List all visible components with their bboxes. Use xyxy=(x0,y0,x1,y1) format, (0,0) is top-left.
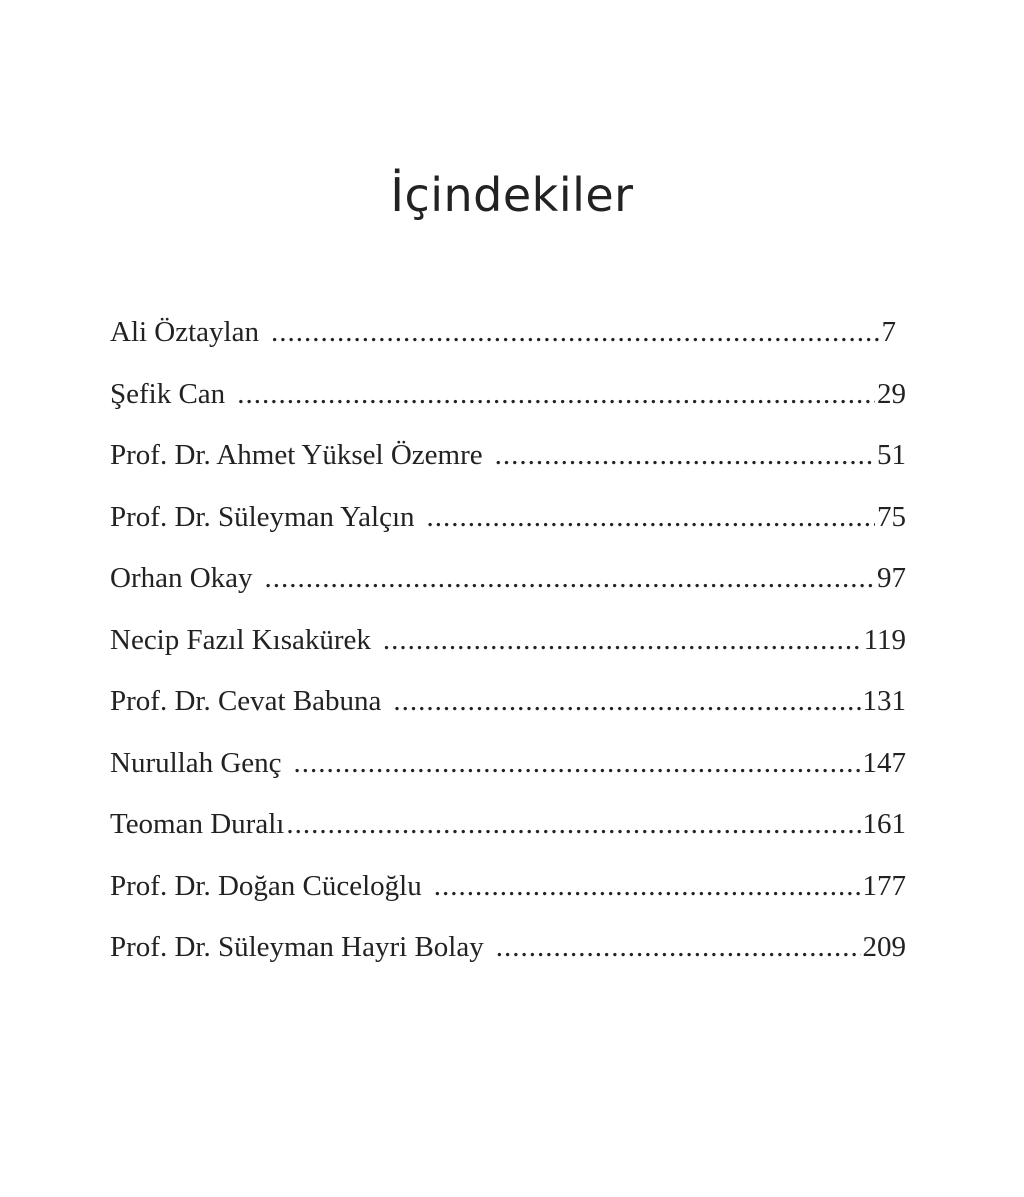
toc-entry xyxy=(110,378,906,440)
entry-page-number: 51 xyxy=(877,439,906,471)
entry-name: Necip Fazıl Kısakürek xyxy=(110,623,371,656)
toc-entry xyxy=(110,439,906,501)
entry-name: Prof. Dr. Süleyman Hayri Bolay xyxy=(110,931,484,963)
dot-leader xyxy=(495,439,875,472)
toc-entry xyxy=(110,562,906,624)
dot-leader xyxy=(496,931,861,964)
entry-page-number: 177 xyxy=(862,869,906,902)
entry-page-number: 131 xyxy=(862,685,906,717)
entry-name: Ali Öztaylan xyxy=(110,316,259,348)
toc-entry xyxy=(110,316,906,378)
toc-entry xyxy=(110,747,906,809)
entry-page-number: 29 xyxy=(877,377,906,410)
entry-name: Şefik Can xyxy=(110,377,226,410)
entry-page-number: 147 xyxy=(862,746,906,779)
entry-name: Prof. Dr. Doğan Cüceloğlu xyxy=(110,869,422,902)
dot-leader xyxy=(294,747,861,780)
toc-entry xyxy=(110,624,906,686)
entry-name: Orhan Okay xyxy=(110,562,253,594)
toc-entry xyxy=(110,685,906,747)
entry-name: Prof. Dr. Ahmet Yüksel Özemre xyxy=(110,439,483,471)
toc-entry xyxy=(110,931,906,993)
entry-name: Prof. Dr. Cevat Babuna xyxy=(110,685,382,717)
entry-page-number: 75 xyxy=(877,500,906,533)
dot-leader xyxy=(271,316,880,349)
entry-page-number: 161 xyxy=(862,808,906,840)
dot-leader xyxy=(383,624,862,657)
entry-name: Teoman Duralı xyxy=(110,808,285,840)
entry-page-number: 97 xyxy=(877,562,906,594)
entry-name: Nurullah Genç xyxy=(110,746,282,779)
dot-leader xyxy=(286,808,860,841)
dot-leader xyxy=(265,562,875,595)
table-of-contents xyxy=(110,316,906,993)
toc-entry xyxy=(110,808,906,870)
entry-name: Prof. Dr. Süleyman Yalçın xyxy=(110,500,415,533)
dot-leader xyxy=(434,870,861,903)
toc-entry xyxy=(110,870,906,932)
entry-page-number: 119 xyxy=(863,623,906,656)
toc-entry xyxy=(110,501,906,563)
dot-leader xyxy=(237,378,875,411)
entry-page-number: 7 xyxy=(881,316,896,348)
dot-leader xyxy=(427,501,876,534)
dot-leader xyxy=(393,685,860,718)
page-title: İçindekiler xyxy=(390,168,634,222)
entry-page-number: 209 xyxy=(862,931,906,963)
